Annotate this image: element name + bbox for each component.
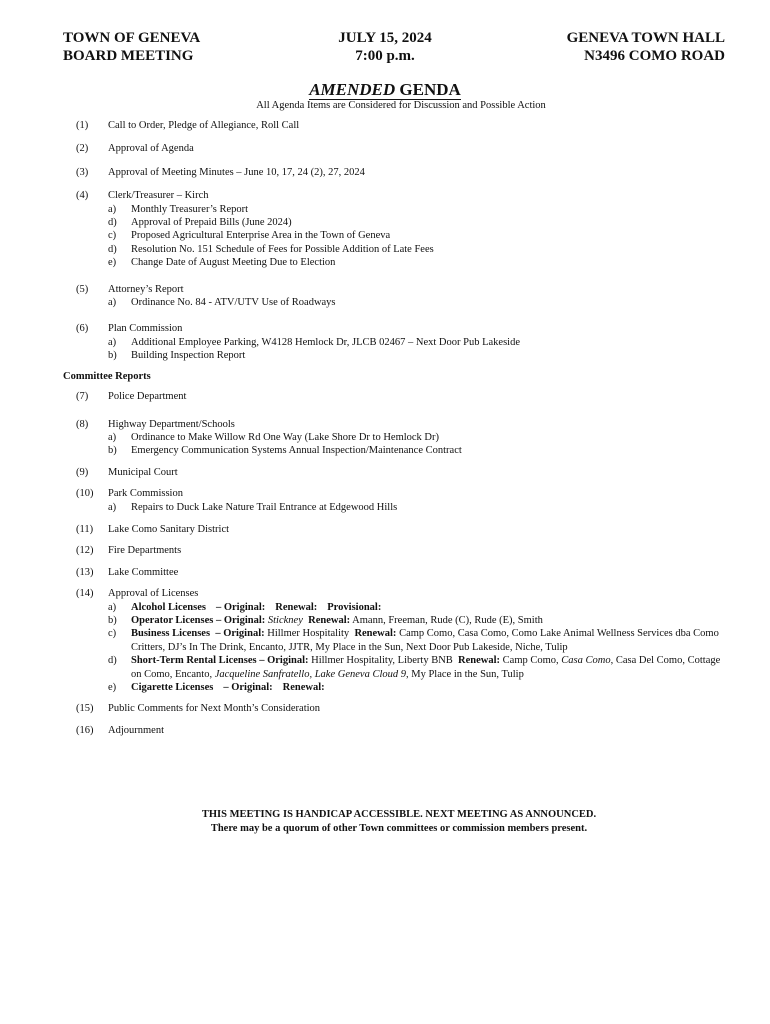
agenda-item [63, 322, 733, 362]
sub-item: c) Proposed Agricultural Enterprise Area in the Town of Geneva [108, 230, 391, 242]
item-text: Highway Department/Schools [108, 418, 235, 430]
item-number: (14) [76, 588, 94, 600]
header-right [567, 29, 725, 65]
item-number: (7) [76, 391, 89, 403]
sub-item-business-licenses: c) Business Licenses – Original: Hillmer Hospitality Renewal: Camp Como, Casa Como, Como Lake Animal Wellness Services dba Como Critters, DJ’s In The Drink, Encanto, JJTR, My Place in the Sun, Next Door Pub Lakeside, Niche, Tulip [108, 628, 719, 653]
item-text: Approval of Licenses [108, 588, 199, 600]
item-text: Lake Committee [108, 566, 179, 578]
venue-address: N3496 COMO ROAD [584, 48, 725, 64]
item-text: Lake Como Sanitary District [108, 523, 230, 535]
item-number: (16) [76, 724, 94, 736]
sub-item-alcohol-licenses: a) Alcohol Licenses – Original: Renewal: Provisional: [108, 601, 382, 613]
item-text: Plan Commission [108, 323, 183, 335]
item-number: (10) [76, 488, 94, 500]
item-text: Adjournment [108, 724, 164, 736]
agenda-item [63, 566, 733, 579]
agenda-list [63, 119, 733, 737]
item-number: (11) [76, 523, 94, 535]
item-text: Clerk/Treasurer – Kirch [108, 190, 209, 202]
item-number: (2) [76, 143, 89, 155]
quorum-notice: There may be a quorum of other Town committees or commission members present. [210, 823, 588, 834]
venue-name: GENEVA TOWN HALL [566, 30, 725, 46]
sub-item: a) Repairs to Duck Lake Nature Trail Entrance at Edgewood Hills [108, 501, 398, 513]
agenda-item [63, 587, 733, 694]
item-text: Fire Departments [108, 545, 182, 557]
meeting-time: 7:00 p.m. [355, 48, 415, 64]
agenda-item [63, 544, 733, 557]
agenda-item [63, 487, 733, 514]
sub-item: b) Emergency Communication Systems Annual Inspection/Maintenance Contract [108, 445, 462, 457]
item-number: (12) [76, 545, 94, 557]
agenda-item [63, 523, 733, 536]
page-subtitle: All Agenda Items are Considered for Discussion and Possible Action [256, 100, 546, 111]
sub-item: a) Ordinance No. 84 - ATV/UTV Use of Roadways [108, 297, 336, 309]
sub-item: d) Approval of Prepaid Bills (June 2024) [108, 217, 292, 229]
header-center [330, 29, 440, 65]
sub-item-cigarette-licenses: e) Cigarette Licenses – Original: Renewal: [108, 682, 325, 693]
item-text: Approval of Meeting Minutes – June 10, 17, 24 (2), 27, 2024 [108, 166, 365, 178]
footer-notice [0, 808, 770, 836]
item-number: (15) [76, 703, 94, 715]
agenda-item [63, 724, 733, 737]
item-number: (9) [76, 466, 89, 478]
sub-item: a) Additional Employee Parking, W4128 Hemlock Dr, JLCB 02467 – Next Door Pub Lakeside [108, 336, 520, 348]
accessibility-notice: THIS MEETING IS HANDICAP ACCESSIBLE. NEXT MEETING AS ANNOUNCED. [201, 809, 597, 820]
item-text: Police Department [108, 391, 187, 403]
item-number: (13) [76, 566, 94, 578]
item-text: Call to Order, Pledge of Allegiance, Roll Call [108, 120, 300, 131]
header-left [63, 29, 200, 65]
agenda-item [63, 283, 733, 310]
agenda-item [63, 119, 733, 132]
item-number: (1) [76, 120, 89, 131]
item-text: Public Comments for Next Month’s Consideration [108, 703, 321, 715]
item-text: Municipal Court [108, 466, 178, 478]
item-text: Attorney’s Report [108, 283, 184, 295]
item-number: (8) [76, 418, 89, 430]
sub-item: a) Ordinance to Make Willow Rd One Way (Lake Shore Dr to Hemlock Dr) [108, 431, 440, 443]
item-number: (4) [76, 190, 89, 202]
agenda-item [63, 166, 733, 179]
meeting-date: JULY 15, 2024 [338, 30, 432, 46]
sub-item: d) Resolution No. 151 Schedule of Fees for Possible Addition of Late Fees [108, 243, 434, 255]
agenda-item [63, 189, 733, 269]
agenda-item [63, 702, 733, 715]
item-number: (3) [76, 166, 89, 178]
sub-item-operator-licenses: b) Operator Licenses – Original: Stickney Renewal: Amann, Freeman, Rude (C), Rude (E), Smith [108, 614, 543, 626]
agenda-item [63, 390, 733, 403]
sub-item-short-term-rental-licenses: d) Short-Term Rental Licenses – Original: Hillmer Hospitality, Liberty BNB Renewal: Camp Como, Casa Como, Casa Del Como, Cottage on Como, Encanto, Jacqueline Sanfratello, Lake Geneva Cloud 9, My Place in the Sun, Tulip [108, 655, 721, 680]
town-name: TOWN OF GENEVA [63, 30, 201, 46]
title-italic: AMENDED [309, 80, 396, 99]
agenda-item [63, 418, 733, 458]
item-number: (5) [76, 283, 89, 295]
sub-item: a) Monthly Treasurer’s Report [108, 203, 249, 215]
sub-item: e) Change Date of August Meeting Due to Election [108, 257, 336, 269]
sub-item: b) Building Inspection Report [108, 350, 246, 362]
item-text: Approval of Agenda [108, 143, 194, 155]
page-title [0, 80, 770, 100]
committee-reports-heading: Committee Reports [63, 370, 151, 382]
item-text: Park Commission [108, 488, 183, 500]
item-number: (6) [76, 323, 89, 335]
title-rest: GENDA [395, 80, 461, 99]
agenda-item [63, 142, 733, 155]
agenda-item [63, 466, 733, 479]
meeting-type: BOARD MEETING [63, 48, 194, 64]
